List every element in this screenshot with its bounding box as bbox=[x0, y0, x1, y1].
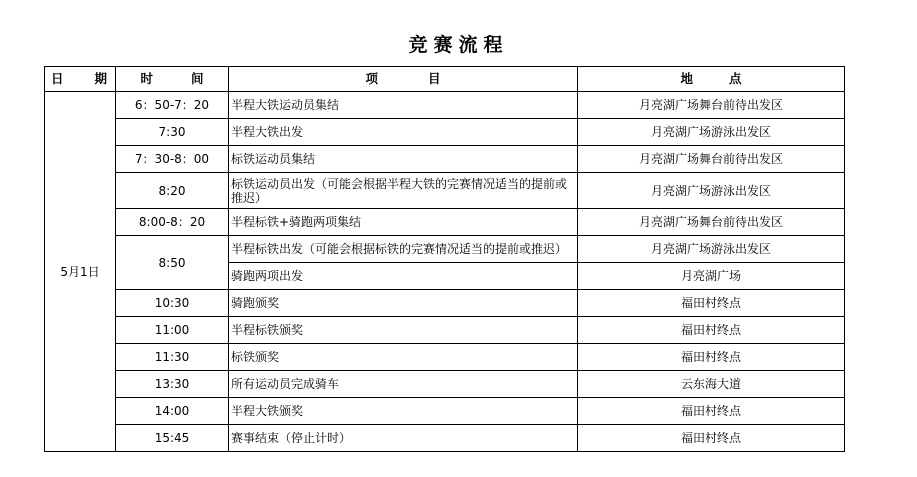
item-cell: 标铁运动员出发（可能会根据半程大铁的完赛情况适当的提前或推迟） bbox=[229, 173, 578, 209]
place-cell: 月亮湖广场 bbox=[578, 263, 845, 290]
table-row bbox=[45, 173, 845, 209]
item-cell: 标铁运动员集结 bbox=[229, 146, 578, 173]
item-cell: 半程标铁出发（可能会根据标铁的完赛情况适当的提前或推迟） bbox=[229, 236, 578, 263]
table-row bbox=[45, 317, 845, 344]
place-cell: 月亮湖广场舞台前待出发区 bbox=[578, 146, 845, 173]
header-date bbox=[45, 67, 116, 92]
header-date-char-1: 日 bbox=[51, 71, 64, 86]
header-place bbox=[578, 67, 845, 92]
time-cell: 8:20 bbox=[116, 173, 229, 209]
time-cell: 11:30 bbox=[116, 344, 229, 371]
table-row bbox=[45, 425, 845, 452]
time-cell: 15:45 bbox=[116, 425, 229, 452]
time-cell: 7:30 bbox=[116, 119, 229, 146]
header-place-char-2: 点 bbox=[729, 71, 742, 86]
header-place-char-1: 地 bbox=[680, 71, 693, 86]
header-item bbox=[229, 67, 578, 92]
table-row bbox=[45, 146, 845, 173]
header-item-char-1: 项 bbox=[365, 71, 378, 86]
item-cell: 半程标铁颁奖 bbox=[229, 317, 578, 344]
table-row bbox=[45, 92, 845, 119]
schedule-table bbox=[44, 66, 845, 452]
place-cell: 福田村终点 bbox=[578, 398, 845, 425]
table-row bbox=[45, 371, 845, 398]
place-cell: 月亮湖广场舞台前待出发区 bbox=[578, 209, 845, 236]
table-row bbox=[45, 290, 845, 317]
place-cell: 福田村终点 bbox=[578, 317, 845, 344]
time-cell: 13:30 bbox=[116, 371, 229, 398]
table-row bbox=[45, 236, 845, 263]
date-cell: 5月1日 bbox=[45, 92, 116, 452]
place-cell: 福田村终点 bbox=[578, 344, 845, 371]
item-cell: 骑跑两项出发 bbox=[229, 263, 578, 290]
place-cell: 云东海大道 bbox=[578, 371, 845, 398]
item-cell: 半程标铁+骑跑两项集结 bbox=[229, 209, 578, 236]
item-cell: 半程大铁颁奖 bbox=[229, 398, 578, 425]
header-time bbox=[116, 67, 229, 92]
time-cell: 6：50-7：20 bbox=[116, 92, 229, 119]
item-cell: 标铁颁奖 bbox=[229, 344, 578, 371]
time-cell: 8:00-8：20 bbox=[116, 209, 229, 236]
time-cell: 14:00 bbox=[116, 398, 229, 425]
time-cell: 11:00 bbox=[116, 317, 229, 344]
header-date-char-2: 期 bbox=[94, 71, 107, 86]
table-row bbox=[45, 344, 845, 371]
table-row bbox=[45, 119, 845, 146]
item-cell: 半程大铁运动员集结 bbox=[229, 92, 578, 119]
table-row bbox=[45, 209, 845, 236]
place-cell: 福田村终点 bbox=[578, 425, 845, 452]
place-cell: 月亮湖广场游泳出发区 bbox=[578, 119, 845, 146]
place-cell: 福田村终点 bbox=[578, 290, 845, 317]
header-time-char-1: 时 bbox=[140, 71, 153, 86]
place-cell: 月亮湖广场舞台前待出发区 bbox=[578, 92, 845, 119]
item-cell: 半程大铁出发 bbox=[229, 119, 578, 146]
time-cell: 10:30 bbox=[116, 290, 229, 317]
header-time-char-2: 间 bbox=[191, 71, 204, 86]
header-item-char-2: 目 bbox=[428, 71, 441, 86]
table-row bbox=[45, 398, 845, 425]
time-cell: 8:50 bbox=[116, 236, 229, 290]
item-cell: 所有运动员完成骑车 bbox=[229, 371, 578, 398]
place-cell: 月亮湖广场游泳出发区 bbox=[578, 236, 845, 263]
table-header-row bbox=[45, 67, 845, 92]
item-cell: 赛事结束（停止计时） bbox=[229, 425, 578, 452]
item-cell: 骑跑颁奖 bbox=[229, 290, 578, 317]
place-cell: 月亮湖广场游泳出发区 bbox=[578, 173, 845, 209]
page-title: 竞赛流程 bbox=[408, 34, 509, 56]
time-cell: 7：30-8：00 bbox=[116, 146, 229, 173]
